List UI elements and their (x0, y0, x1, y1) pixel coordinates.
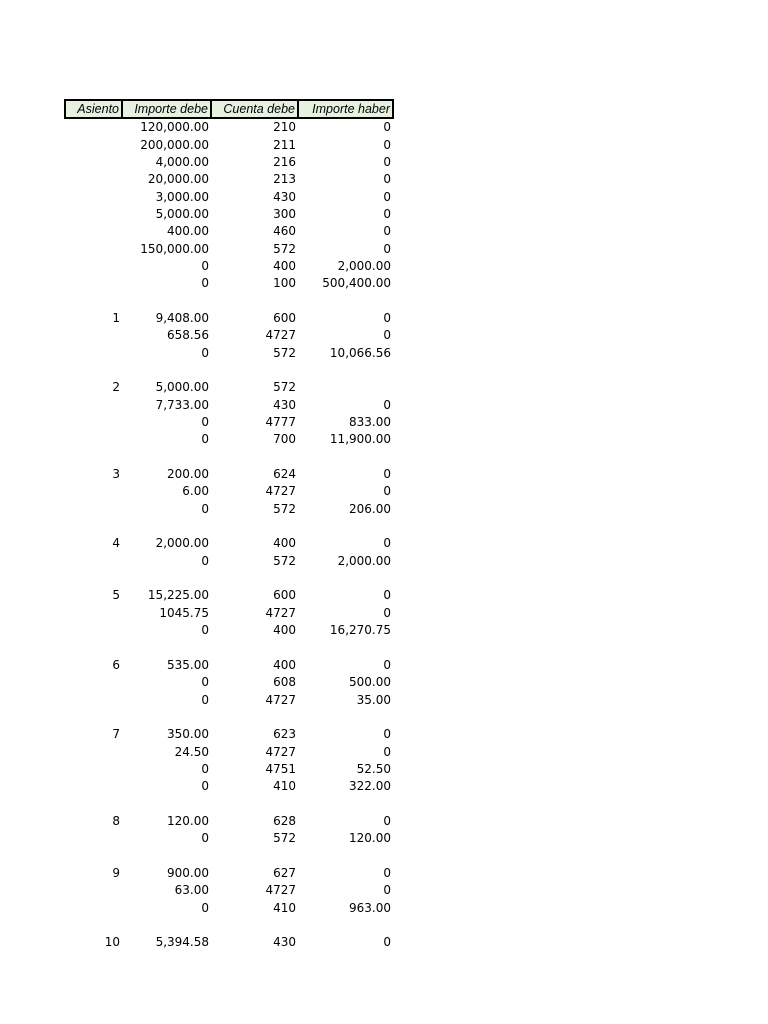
cell-importe-haber[interactable] (298, 639, 393, 656)
cell-asiento[interactable] (65, 275, 122, 292)
cell-importe-debe[interactable]: 2,000.00 (155, 536, 209, 551)
cell-asiento[interactable] (65, 449, 122, 466)
cell-importe-haber[interactable]: 0 (383, 657, 391, 672)
cell-importe-debe[interactable]: 20,000.00 (147, 172, 209, 187)
cell-cuenta-debe[interactable] (211, 449, 298, 466)
table-row (65, 414, 393, 431)
cell-importe-haber[interactable]: 0 (383, 467, 391, 482)
cell-asiento[interactable] (65, 431, 122, 448)
cell-importe-debe[interactable] (122, 449, 211, 466)
table-row (65, 899, 393, 916)
table-row (65, 206, 393, 223)
table-row (65, 292, 393, 309)
journal-table (64, 99, 394, 952)
table-row (65, 275, 393, 292)
cell-importe-haber[interactable]: 0 (383, 883, 391, 898)
cell-asiento[interactable] (65, 553, 122, 570)
cell-asiento[interactable]: 7 (112, 727, 120, 742)
cell-importe-haber[interactable] (298, 379, 393, 396)
cell-cuenta-debe[interactable] (211, 639, 298, 656)
cell-importe-haber[interactable]: 35.00 (356, 692, 391, 707)
cell-importe-haber[interactable] (298, 292, 393, 309)
cell-cuenta-debe[interactable]: 572 (273, 345, 296, 360)
cell-importe-debe[interactable]: 535.00 (167, 657, 209, 672)
cell-importe-debe[interactable] (122, 709, 211, 726)
cell-cuenta-debe[interactable]: 4727 (265, 605, 296, 620)
cell-asiento[interactable]: 6 (112, 657, 120, 672)
cell-importe-haber[interactable]: 11,900.00 (329, 432, 391, 447)
table-row (65, 188, 393, 205)
cell-cuenta-debe[interactable] (211, 518, 298, 535)
cell-importe-haber[interactable]: 0 (383, 137, 391, 152)
cell-importe-debe[interactable]: 120.00 (167, 813, 209, 828)
cell-asiento[interactable] (65, 761, 122, 778)
cell-importe-debe[interactable]: 5,394.58 (155, 935, 209, 950)
cell-importe-debe[interactable]: 200.00 (167, 467, 209, 482)
cell-cuenta-debe[interactable]: 430 (273, 935, 296, 950)
cell-cuenta-debe[interactable]: 430 (273, 397, 296, 412)
cell-importe-debe[interactable]: 15,225.00 (147, 588, 209, 603)
table-row (65, 622, 393, 639)
cell-asiento[interactable] (65, 917, 122, 934)
cell-asiento[interactable]: 9 (112, 865, 120, 880)
cell-cuenta-debe[interactable]: 4727 (265, 328, 296, 343)
cell-cuenta-debe[interactable]: 4727 (265, 484, 296, 499)
table-row (65, 726, 393, 743)
cell-cuenta-debe[interactable]: 4777 (265, 415, 296, 430)
table-row (65, 483, 393, 500)
cell-importe-haber[interactable] (298, 362, 393, 379)
cell-importe-debe[interactable]: 1045.75 (159, 605, 209, 620)
cell-importe-debe[interactable] (122, 917, 211, 934)
table-row (65, 397, 393, 414)
cell-cuenta-debe[interactable]: 628 (273, 813, 296, 828)
cell-importe-haber[interactable]: 206.00 (349, 501, 391, 516)
cell-cuenta-debe[interactable]: 623 (273, 727, 296, 742)
cell-importe-debe[interactable]: 120,000.00 (140, 120, 209, 135)
cell-importe-debe[interactable]: 0 (201, 553, 209, 568)
cell-importe-haber[interactable]: 0 (383, 727, 391, 742)
cell-importe-haber[interactable]: 963.00 (349, 900, 391, 915)
cell-cuenta-debe[interactable] (211, 570, 298, 587)
cell-asiento[interactable] (65, 188, 122, 205)
cell-importe-haber[interactable] (298, 795, 393, 812)
table-row (65, 709, 393, 726)
cell-cuenta-debe[interactable]: 100 (273, 276, 296, 291)
cell-importe-debe[interactable]: 0 (201, 276, 209, 291)
table-row (65, 847, 393, 864)
cell-importe-haber[interactable]: 52.50 (356, 761, 391, 776)
cell-importe-haber[interactable]: 0 (383, 224, 391, 239)
cell-cuenta-debe[interactable]: 213 (273, 172, 296, 187)
table-row (65, 882, 393, 899)
table-row (65, 171, 393, 188)
cell-cuenta-debe[interactable]: 572 (273, 241, 296, 256)
cell-importe-haber[interactable]: 0 (383, 397, 391, 412)
table-row (65, 501, 393, 518)
cell-importe-haber[interactable]: 0 (383, 484, 391, 499)
cell-importe-debe[interactable]: 0 (201, 345, 209, 360)
cell-cuenta-debe[interactable]: 4727 (265, 744, 296, 759)
cell-importe-haber[interactable]: 0 (383, 605, 391, 620)
cell-importe-haber[interactable]: 500.00 (349, 675, 391, 690)
header-cuenta-debe[interactable]: Cuenta debe (211, 100, 298, 118)
cell-asiento[interactable]: 8 (112, 813, 120, 828)
cell-importe-haber[interactable]: 0 (383, 172, 391, 187)
table-row (65, 917, 393, 934)
cell-cuenta-debe[interactable]: 627 (273, 865, 296, 880)
cell-cuenta-debe[interactable]: 572 (273, 501, 296, 516)
cell-importe-haber[interactable]: 322.00 (349, 779, 391, 794)
cell-importe-debe[interactable]: 0 (201, 675, 209, 690)
table-row (65, 223, 393, 240)
cell-asiento[interactable] (65, 795, 122, 812)
cell-asiento[interactable] (65, 327, 122, 344)
cell-asiento[interactable]: 3 (112, 467, 120, 482)
table-row (65, 518, 393, 535)
cell-importe-debe[interactable]: 0 (201, 501, 209, 516)
cell-importe-debe[interactable]: 658.56 (167, 328, 209, 343)
cell-importe-debe[interactable]: 400.00 (167, 224, 209, 239)
cell-importe-debe[interactable] (122, 795, 211, 812)
cell-cuenta-debe[interactable]: 210 (273, 120, 296, 135)
cell-importe-haber[interactable] (298, 518, 393, 535)
cell-importe-haber[interactable]: 0 (383, 536, 391, 551)
cell-importe-debe[interactable]: 150,000.00 (140, 241, 209, 256)
cell-importe-haber[interactable]: 0 (383, 189, 391, 204)
table-row (65, 327, 393, 344)
cell-importe-debe[interactable]: 5,000.00 (155, 206, 209, 221)
table-row (65, 743, 393, 760)
cell-cuenta-debe[interactable]: 430 (273, 189, 296, 204)
cell-cuenta-debe[interactable]: 572 (273, 553, 296, 568)
cell-importe-haber[interactable]: 0 (383, 120, 391, 135)
cell-asiento[interactable] (65, 778, 122, 795)
cell-importe-debe[interactable]: 6.00 (182, 484, 209, 499)
cell-cuenta-debe[interactable]: 600 (273, 588, 296, 603)
table-row (65, 344, 393, 361)
cell-cuenta-debe[interactable]: 400 (273, 536, 296, 551)
table-row (65, 865, 393, 882)
cell-asiento[interactable]: 2 (112, 380, 120, 395)
cell-asiento[interactable] (65, 258, 122, 275)
cell-asiento[interactable] (65, 639, 122, 656)
cell-asiento[interactable] (65, 501, 122, 518)
table-row (65, 674, 393, 691)
cell-importe-debe[interactable]: 0 (201, 432, 209, 447)
table-row (65, 657, 393, 674)
cell-importe-debe[interactable] (122, 362, 211, 379)
header-asiento[interactable]: Asiento (65, 100, 122, 118)
cell-asiento[interactable] (65, 570, 122, 587)
cell-importe-haber[interactable] (298, 917, 393, 934)
cell-asiento[interactable] (65, 605, 122, 622)
table-row (65, 379, 393, 396)
cell-importe-haber[interactable] (298, 449, 393, 466)
table-body (65, 118, 393, 952)
table-row (65, 605, 393, 622)
table-row (65, 691, 393, 708)
cell-cuenta-debe[interactable]: 211 (273, 137, 296, 152)
cell-importe-debe[interactable]: 0 (201, 900, 209, 915)
cell-importe-debe[interactable] (122, 570, 211, 587)
cell-importe-debe[interactable]: 900.00 (167, 865, 209, 880)
cell-importe-haber[interactable]: 500,400.00 (322, 276, 391, 291)
cell-cuenta-debe[interactable]: 572 (273, 380, 296, 395)
cell-asiento[interactable] (65, 171, 122, 188)
cell-importe-debe[interactable]: 7,733.00 (155, 397, 209, 412)
table-row (65, 830, 393, 847)
cell-asiento[interactable]: 5 (112, 588, 120, 603)
cell-importe-debe[interactable]: 0 (201, 761, 209, 776)
cell-cuenta-debe[interactable] (211, 362, 298, 379)
cell-asiento[interactable]: 4 (112, 536, 120, 551)
cell-asiento[interactable] (65, 691, 122, 708)
table-row (65, 449, 393, 466)
cell-importe-haber[interactable] (298, 847, 393, 864)
cell-asiento[interactable] (65, 240, 122, 257)
cell-importe-haber[interactable]: 0 (383, 328, 391, 343)
cell-importe-debe[interactable]: 63.00 (174, 883, 209, 898)
cell-importe-debe[interactable]: 200,000.00 (140, 137, 209, 152)
cell-importe-debe[interactable] (122, 847, 211, 864)
cell-asiento[interactable] (65, 709, 122, 726)
cell-importe-haber[interactable] (298, 570, 393, 587)
cell-importe-debe[interactable] (122, 639, 211, 656)
cell-cuenta-debe[interactable]: 410 (273, 779, 296, 794)
table-row (65, 795, 393, 812)
cell-asiento[interactable] (65, 206, 122, 223)
cell-cuenta-debe[interactable]: 700 (273, 432, 296, 447)
cell-importe-haber[interactable]: 10,066.56 (329, 345, 391, 360)
cell-importe-debe[interactable]: 0 (201, 415, 209, 430)
cell-asiento[interactable]: 1 (112, 310, 120, 325)
table-row (65, 535, 393, 552)
cell-cuenta-debe[interactable]: 216 (273, 154, 296, 169)
header-row (65, 100, 393, 118)
cell-importe-debe[interactable] (122, 518, 211, 535)
header-importe-haber[interactable]: Importe haber (298, 100, 393, 118)
cell-importe-debe[interactable]: 24.50 (174, 744, 209, 759)
spreadsheet (64, 99, 393, 952)
cell-importe-haber[interactable]: 0 (383, 935, 391, 950)
cell-cuenta-debe[interactable]: 400 (273, 258, 296, 273)
cell-asiento[interactable] (65, 344, 122, 361)
cell-cuenta-debe[interactable]: 410 (273, 900, 296, 915)
table-row (65, 570, 393, 587)
cell-importe-debe[interactable]: 0 (201, 779, 209, 794)
cell-importe-debe[interactable]: 3,000.00 (155, 189, 209, 204)
table-row (65, 761, 393, 778)
cell-cuenta-debe[interactable] (211, 709, 298, 726)
table-row (65, 136, 393, 153)
cell-importe-haber[interactable]: 2,000.00 (337, 553, 391, 568)
cell-importe-haber[interactable]: 0 (383, 813, 391, 828)
cell-importe-haber[interactable]: 0 (383, 241, 391, 256)
cell-importe-haber[interactable]: 0 (383, 744, 391, 759)
cell-asiento[interactable] (65, 397, 122, 414)
cell-importe-haber[interactable]: 2,000.00 (337, 258, 391, 273)
table-row (65, 587, 393, 604)
cell-importe-debe[interactable]: 4,000.00 (155, 154, 209, 169)
cell-asiento[interactable] (65, 899, 122, 916)
cell-cuenta-debe[interactable]: 608 (273, 675, 296, 690)
cell-asiento[interactable] (65, 136, 122, 153)
cell-asiento[interactable] (65, 154, 122, 171)
table-row (65, 240, 393, 257)
cell-cuenta-debe[interactable]: 572 (273, 831, 296, 846)
table-row (65, 258, 393, 275)
cell-importe-debe[interactable]: 0 (201, 258, 209, 273)
cell-asiento[interactable] (65, 483, 122, 500)
cell-importe-debe[interactable]: 5,000.00 (155, 380, 209, 395)
cell-importe-haber[interactable]: 0 (383, 154, 391, 169)
cell-importe-haber[interactable]: 833.00 (349, 415, 391, 430)
cell-asiento[interactable]: 10 (104, 935, 120, 950)
cell-asiento[interactable] (65, 847, 122, 864)
header-importe-debe[interactable]: Importe debe (122, 100, 211, 118)
table-row (65, 934, 393, 951)
cell-asiento[interactable] (65, 414, 122, 431)
cell-cuenta-debe[interactable]: 400 (273, 623, 296, 638)
table-row (65, 553, 393, 570)
cell-cuenta-debe[interactable]: 400 (273, 657, 296, 672)
cell-cuenta-debe[interactable]: 4751 (265, 761, 296, 776)
cell-asiento[interactable] (65, 518, 122, 535)
cell-asiento[interactable] (65, 830, 122, 847)
table-row (65, 466, 393, 483)
cell-cuenta-debe[interactable]: 300 (273, 206, 296, 221)
cell-importe-haber[interactable]: 0 (383, 206, 391, 221)
cell-asiento[interactable] (65, 882, 122, 899)
cell-cuenta-debe[interactable]: 4727 (265, 692, 296, 707)
cell-importe-haber[interactable] (298, 709, 393, 726)
cell-cuenta-debe[interactable] (211, 292, 298, 309)
cell-cuenta-debe[interactable]: 600 (273, 310, 296, 325)
table-row (65, 154, 393, 171)
cell-cuenta-debe[interactable]: 460 (273, 224, 296, 239)
table-row (65, 639, 393, 656)
cell-asiento[interactable] (65, 223, 122, 240)
cell-importe-debe[interactable]: 9,408.00 (155, 310, 209, 325)
cell-asiento[interactable] (65, 622, 122, 639)
cell-importe-haber[interactable]: 0 (383, 310, 391, 325)
cell-importe-haber[interactable]: 120.00 (349, 831, 391, 846)
cell-importe-debe[interactable]: 350.00 (167, 727, 209, 742)
table-row (65, 813, 393, 830)
table-row (65, 310, 393, 327)
cell-asiento[interactable] (65, 292, 122, 309)
cell-cuenta-debe[interactable] (211, 917, 298, 934)
cell-cuenta-debe[interactable] (211, 847, 298, 864)
cell-importe-debe[interactable] (122, 292, 211, 309)
cell-cuenta-debe[interactable]: 4727 (265, 883, 296, 898)
cell-asiento[interactable] (65, 118, 122, 136)
cell-importe-debe[interactable]: 0 (201, 831, 209, 846)
cell-asiento[interactable] (65, 362, 122, 379)
table-row (65, 118, 393, 136)
cell-importe-debe[interactable]: 0 (201, 623, 209, 638)
cell-importe-debe[interactable]: 0 (201, 692, 209, 707)
cell-cuenta-debe[interactable] (211, 795, 298, 812)
cell-asiento[interactable] (65, 743, 122, 760)
table-row (65, 431, 393, 448)
table-row (65, 778, 393, 795)
cell-asiento[interactable] (65, 674, 122, 691)
table-row (65, 362, 393, 379)
cell-cuenta-debe[interactable]: 624 (273, 467, 296, 482)
cell-importe-haber[interactable]: 16,270.75 (329, 623, 391, 638)
cell-importe-haber[interactable]: 0 (383, 865, 391, 880)
cell-importe-haber[interactable]: 0 (383, 588, 391, 603)
